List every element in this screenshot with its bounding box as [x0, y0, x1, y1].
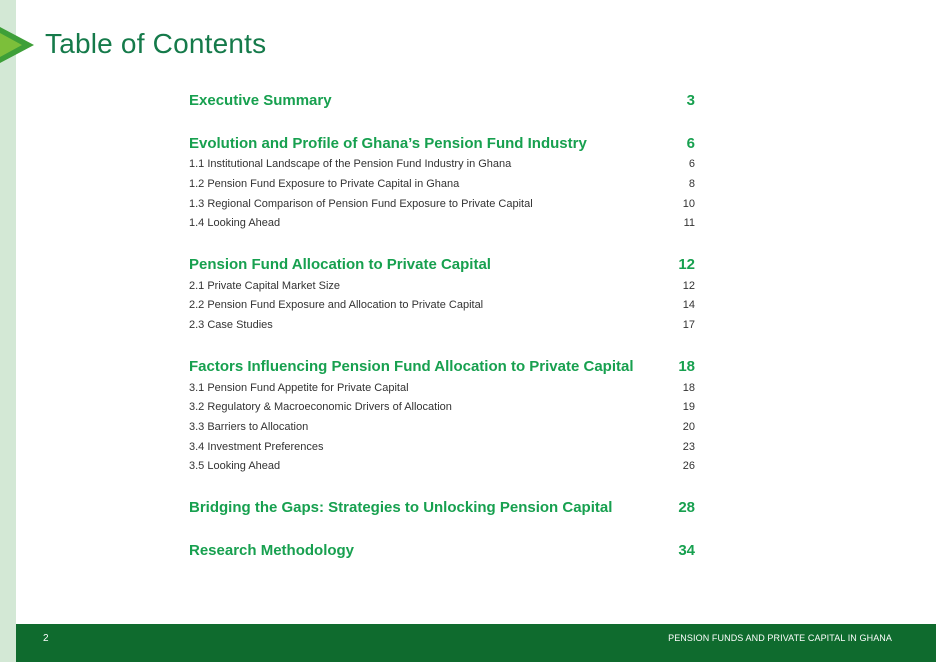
toc-item-page: 10 [682, 198, 695, 210]
toc-item-page: 23 [682, 441, 695, 453]
toc-item[interactable] [189, 460, 695, 472]
page-title: Table of Contents [45, 28, 267, 59]
toc-section-factors[interactable] [189, 358, 695, 375]
toc-section-page: 6 [686, 135, 695, 152]
toc-item-page: 19 [682, 401, 695, 413]
toc-item[interactable] [189, 401, 695, 413]
toc-item-page: 14 [682, 299, 695, 311]
toc-section-bridging-gaps[interactable] [189, 499, 695, 516]
toc-section-title: Evolution and Profile of Ghana’s Pension Fund Industry [189, 135, 587, 152]
toc-item-title: 1.2 Pension Fund Exposure to Private Capital in Ghana [189, 178, 460, 190]
footer-page-number: 2 [43, 633, 49, 644]
toc-item[interactable] [189, 178, 695, 190]
toc-item[interactable] [189, 198, 695, 210]
toc-item-page: 6 [688, 158, 695, 170]
toc-item-title: 3.2 Regulatory & Macroeconomic Drivers of Allocation [189, 401, 452, 413]
toc-item[interactable] [189, 299, 695, 311]
toc-item[interactable] [189, 158, 695, 170]
toc-section-evolution[interactable] [189, 135, 695, 152]
toc-item-title: 2.1 Private Capital Market Size [189, 280, 341, 292]
toc-section-page: 18 [678, 358, 695, 375]
toc-section-title: Bridging the Gaps: Strategies to Unlocking Pension Capital [189, 499, 613, 516]
toc-section-executive-summary[interactable] [189, 92, 695, 109]
toc-section-page: 12 [678, 256, 695, 273]
toc-item[interactable] [189, 382, 695, 394]
toc-section-page: 34 [678, 542, 695, 559]
toc-item-title: 3.5 Looking Ahead [189, 460, 281, 472]
toc-section-methodology[interactable] [189, 542, 695, 559]
footer-bar [16, 624, 936, 662]
toc-section-title: Executive Summary [189, 92, 332, 109]
toc-item[interactable] [189, 280, 695, 292]
toc-item-title: 3.3 Barriers to Allocation [189, 421, 309, 433]
toc-item-page: 11 [683, 217, 695, 229]
toc-section-page: 3 [686, 92, 695, 109]
toc-section-title: Factors Influencing Pension Fund Allocation to Private Capital [189, 358, 634, 375]
toc-item-title: 1.3 Regional Comparison of Pension Fund Exposure to Private Capital [189, 198, 533, 210]
footer-report-title: PENSION FUNDS AND PRIVATE CAPITAL IN GHANA [668, 633, 892, 643]
toc-item-page: 17 [682, 319, 695, 331]
toc-item[interactable] [189, 217, 695, 229]
toc-item[interactable] [189, 421, 695, 433]
toc-item-page: 20 [682, 421, 695, 433]
toc-item-page: 8 [688, 178, 695, 190]
toc-item-title: 1.1 Institutional Landscape of the Pension Fund Industry in Ghana [189, 158, 512, 170]
toc-item[interactable] [189, 441, 695, 453]
toc-item-page: 12 [682, 280, 695, 292]
toc-item-title: 1.4 Looking Ahead [189, 217, 281, 229]
toc-item-title: 3.4 Investment Preferences [189, 441, 324, 453]
toc-item-title: 3.1 Pension Fund Appetite for Private Capital [189, 382, 409, 394]
toc-item[interactable] [189, 319, 695, 331]
toc-section-page: 28 [678, 499, 695, 516]
toc-section-allocation[interactable] [189, 256, 695, 273]
toc-item-title: 2.2 Pension Fund Exposure and Allocation to Private Capital [189, 299, 484, 311]
arrow-marker-icon [0, 27, 34, 63]
toc-section-title: Pension Fund Allocation to Private Capital [189, 256, 491, 273]
toc-section-title: Research Methodology [189, 542, 355, 559]
toc-item-title: 2.3 Case Studies [189, 319, 273, 331]
toc-item-page: 26 [682, 460, 695, 472]
toc-item-page: 18 [682, 382, 695, 394]
side-band [0, 0, 16, 662]
